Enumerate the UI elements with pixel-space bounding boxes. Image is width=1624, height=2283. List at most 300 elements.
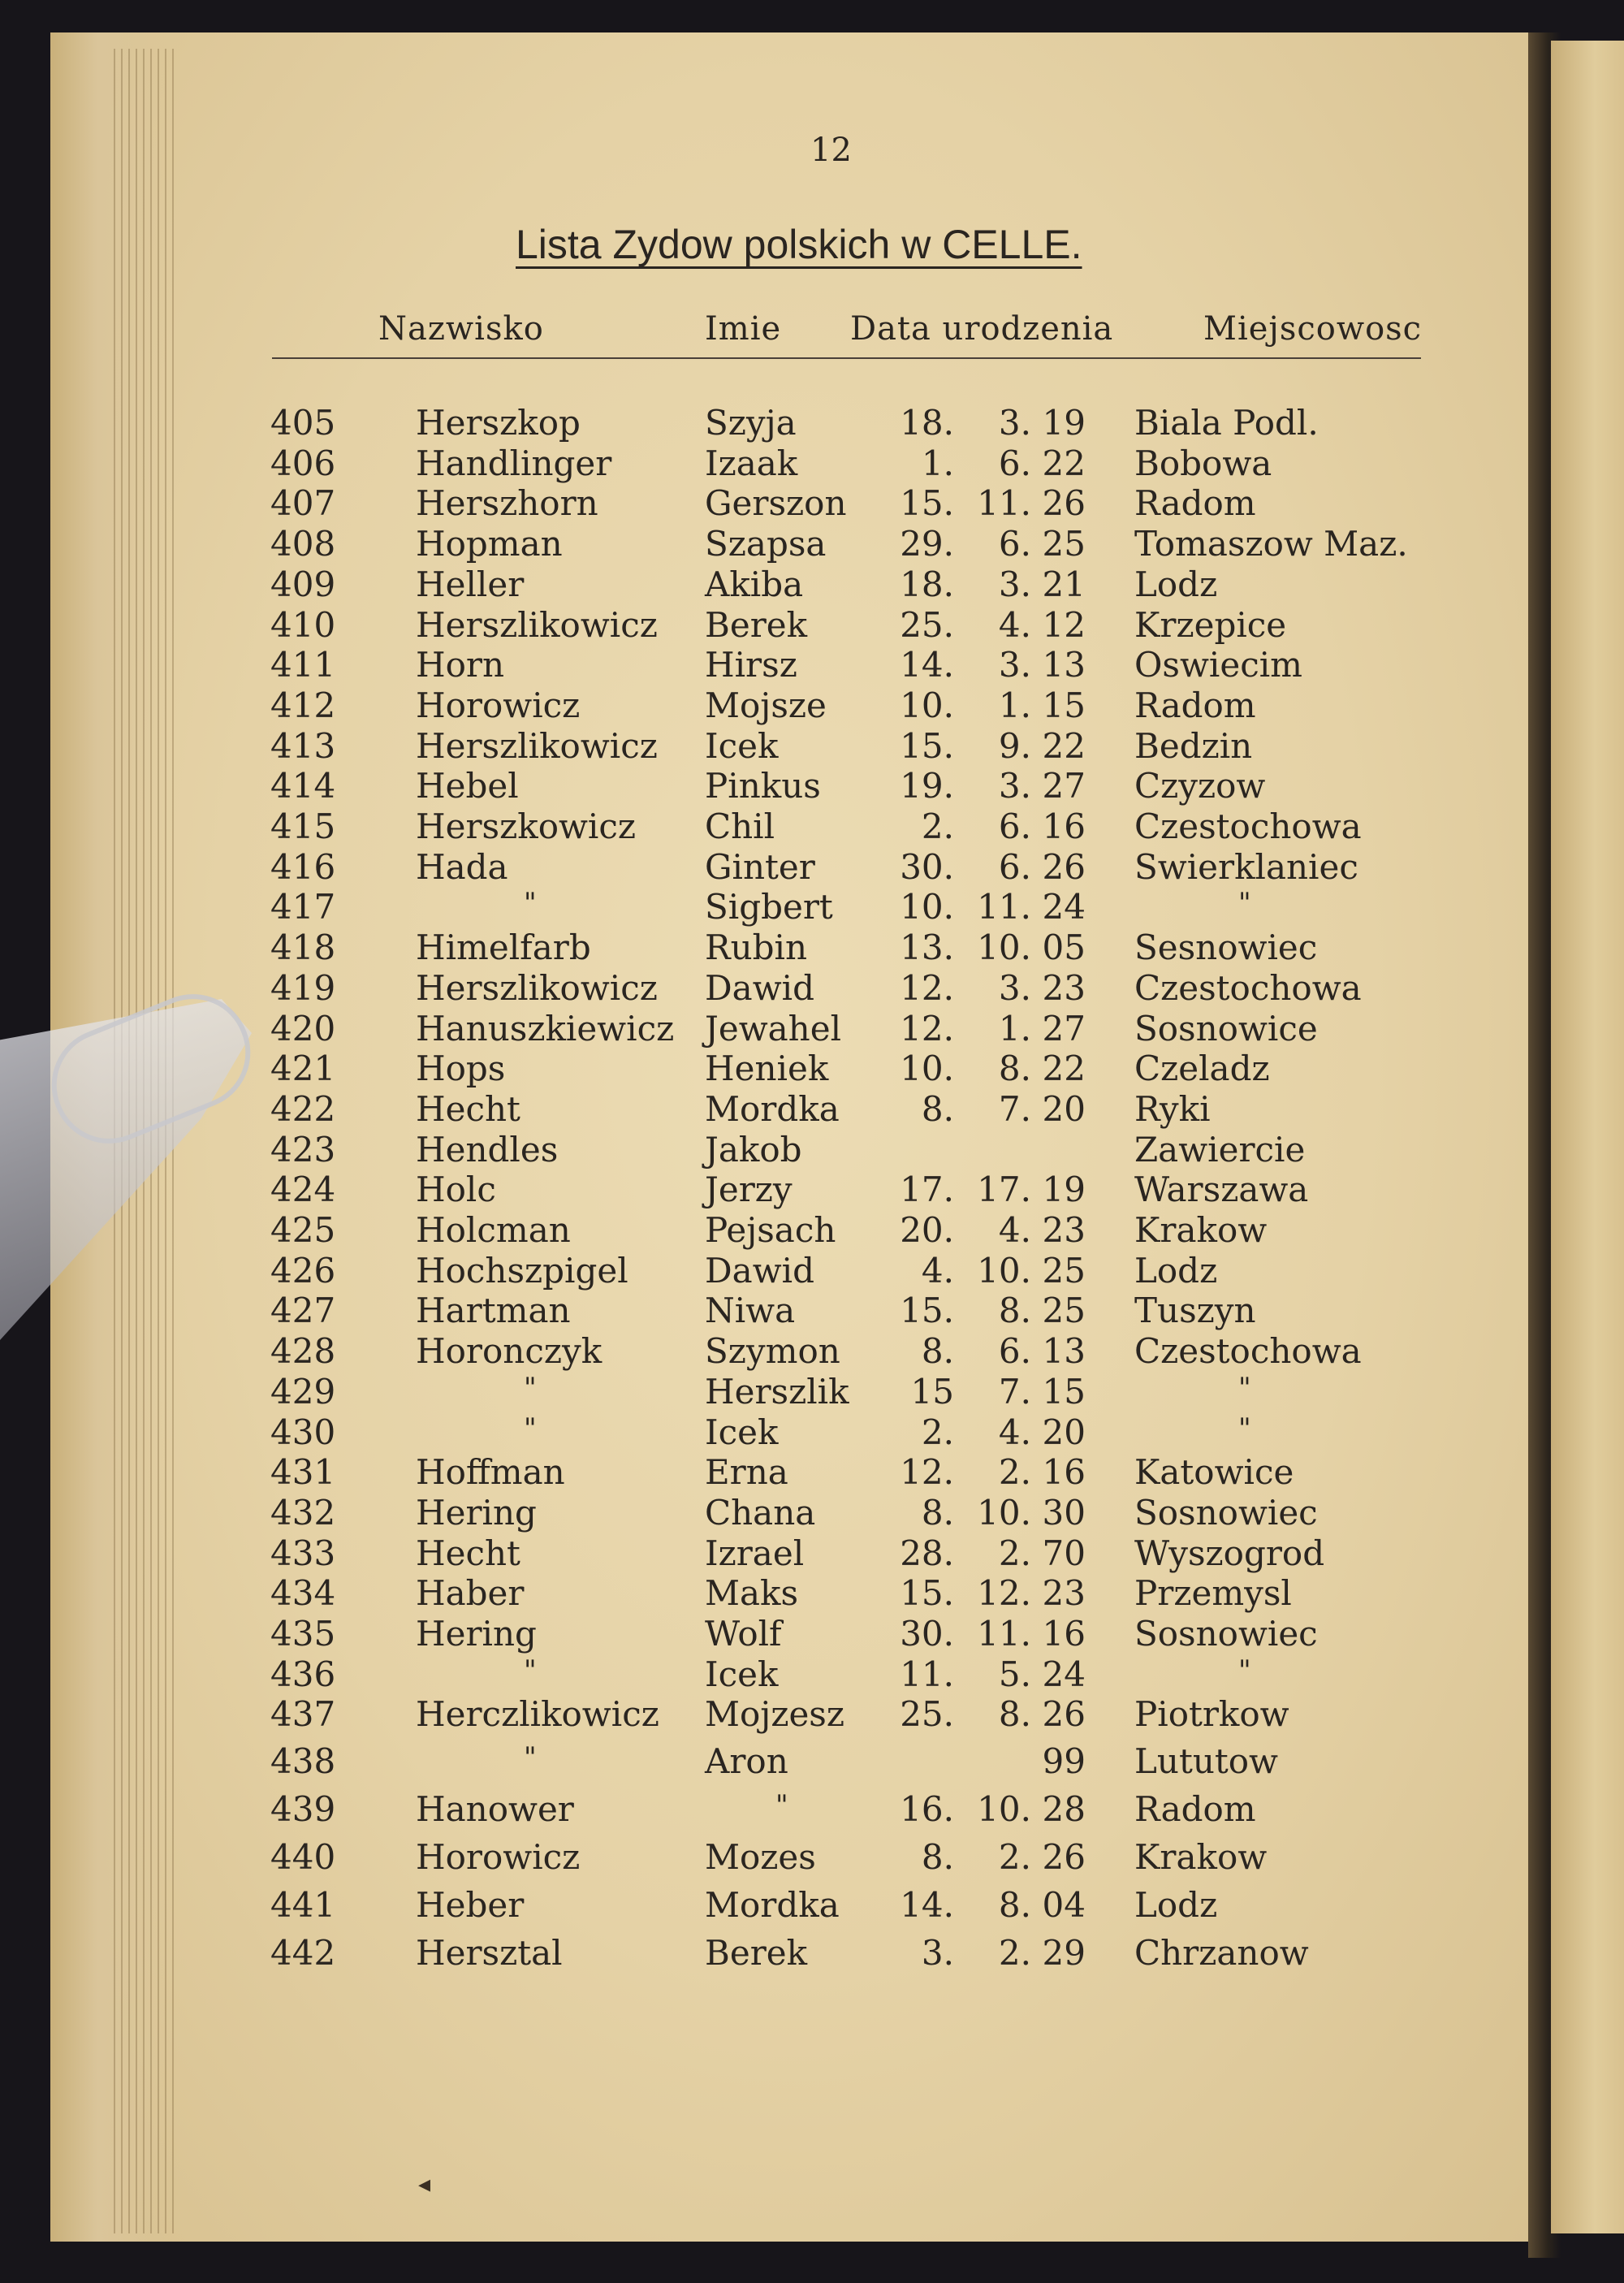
row-number: 442: [270, 1933, 336, 1974]
birth-year-cell: 16: [1042, 1614, 1086, 1654]
first-name-cell: Mordka: [705, 1885, 840, 1926]
surname-cell: Hops: [416, 1049, 506, 1089]
birth-year-cell: 70: [1042, 1533, 1086, 1573]
surname-cell: Heller: [416, 564, 525, 604]
table-row: [0, 1789, 1462, 1830]
birth-day-cell: 15.: [900, 483, 954, 524]
place-cell: Sosnowice: [1134, 1008, 1318, 1049]
birth-month-cell: 2.: [998, 1452, 1031, 1493]
birth-month-cell: 4.: [998, 1412, 1031, 1452]
table-row: [0, 1573, 1462, 1614]
surname-cell: Hanuszkiewicz: [416, 1008, 675, 1049]
first-name-cell: ": [775, 1789, 788, 1823]
first-name-cell: Gerszon: [705, 483, 847, 524]
surname-cell: Hecht: [416, 1088, 520, 1129]
surname-cell: Hochszpigel: [416, 1250, 628, 1291]
table-row: [0, 846, 1462, 887]
place-cell: Warszawa: [1134, 1170, 1309, 1210]
table-row: [0, 403, 1462, 443]
birth-year-cell: 25: [1042, 1250, 1086, 1291]
surname-cell: Herszkowicz: [416, 806, 637, 846]
birth-day-cell: 15.: [900, 1573, 954, 1614]
first-name-cell: Dawid: [705, 967, 814, 1008]
birth-year-cell: 23: [1042, 1210, 1086, 1250]
birth-month-cell: 3.: [998, 967, 1031, 1008]
birth-month-cell: 6.: [998, 806, 1031, 846]
birth-month-cell: 7.: [998, 1371, 1031, 1412]
birth-month-cell: 8.: [998, 1291, 1031, 1331]
birth-month-cell: 6.: [998, 524, 1031, 564]
row-number: 437: [270, 1694, 336, 1735]
place-cell: Bobowa: [1134, 443, 1272, 483]
surname-cell: Hering: [416, 1492, 537, 1533]
place-cell: ": [1238, 1654, 1251, 1687]
birth-year-cell: 24: [1042, 887, 1086, 927]
row-number: 414: [270, 766, 336, 806]
birth-day-cell: 14.: [900, 1885, 954, 1926]
birth-day-cell: 16.: [900, 1789, 954, 1830]
first-name-cell: Mojzesz: [705, 1694, 844, 1735]
birth-month-cell: 7.: [998, 1088, 1031, 1129]
birth-day-cell: 12.: [900, 1452, 954, 1493]
birth-month-cell: 3.: [998, 645, 1031, 685]
birth-month-cell: 3.: [998, 403, 1031, 443]
row-number: 426: [270, 1250, 336, 1291]
row-number: 413: [270, 725, 336, 766]
header-first-name: Imie: [705, 310, 782, 348]
row-number: 430: [270, 1412, 336, 1452]
facing-page-edge: [1551, 41, 1624, 2233]
first-name-cell: Jerzy: [705, 1170, 793, 1210]
first-name-cell: Erna: [705, 1452, 788, 1493]
header-surname: Nazwisko: [378, 310, 544, 348]
surname-cell: Hebel: [416, 766, 519, 806]
first-name-cell: Szapsa: [705, 524, 827, 564]
birth-month-cell: 4.: [998, 604, 1031, 645]
surname-cell: Holcman: [416, 1210, 571, 1250]
birth-year-cell: 25: [1042, 524, 1086, 564]
birth-month-cell: 6.: [998, 443, 1031, 483]
row-number: 423: [270, 1129, 336, 1170]
birth-day-cell: 8.: [921, 1331, 954, 1372]
first-name-cell: Chana: [705, 1492, 816, 1533]
place-cell: Tuszyn: [1134, 1291, 1256, 1331]
row-number: 424: [270, 1170, 336, 1210]
header-place: Miejscowosc: [1203, 310, 1423, 348]
birth-day-cell: 13.: [900, 927, 954, 968]
table-row: [0, 685, 1462, 723]
row-number: 419: [270, 967, 336, 1008]
birth-day-cell: 2.: [921, 1412, 954, 1452]
birth-month-cell: 8.: [998, 1049, 1031, 1089]
birth-month-cell: 11.: [977, 483, 1031, 524]
birth-day-cell: 10.: [900, 887, 954, 927]
birth-day-cell: 19.: [900, 766, 954, 806]
table-row: [0, 443, 1462, 481]
row-number: 416: [270, 846, 336, 887]
surname-cell: Horn: [416, 645, 505, 685]
table-row: [0, 1452, 1462, 1493]
birth-month-cell: 6.: [998, 1331, 1031, 1372]
place-cell: Oswiecim: [1134, 645, 1303, 685]
birth-day-cell: 12.: [900, 1008, 954, 1049]
table-row: [0, 806, 1462, 844]
first-name-cell: Berek: [705, 1933, 808, 1974]
birth-day-cell: 17.: [900, 1170, 954, 1210]
table-row: [0, 1492, 1462, 1533]
table-row: [0, 1694, 1462, 1735]
place-cell: Czeladz: [1134, 1049, 1270, 1089]
first-name-cell: Pinkus: [705, 766, 821, 806]
birth-year-cell: 23: [1042, 1573, 1086, 1614]
table-row: [0, 1331, 1462, 1372]
table-row: [0, 524, 1462, 564]
table-row: [0, 887, 1462, 927]
first-name-cell: Niwa: [705, 1291, 796, 1331]
place-cell: Bedzin: [1134, 725, 1253, 766]
birth-day-cell: 15.: [900, 1291, 954, 1331]
birth-year-cell: 20: [1042, 1088, 1086, 1129]
place-cell: Czestochowa: [1134, 1331, 1362, 1372]
birth-day-cell: 18.: [900, 403, 954, 443]
surname-cell: Herszkop: [416, 403, 581, 443]
surname-cell: Horowicz: [416, 685, 581, 725]
birth-year-cell: 99: [1042, 1741, 1086, 1782]
surname-cell: ": [524, 1412, 537, 1445]
place-cell: Krakow: [1134, 1210, 1268, 1250]
birth-day-cell: 12.: [900, 967, 954, 1008]
first-name-cell: Berek: [705, 604, 808, 645]
table-row: [0, 1654, 1462, 1692]
first-name-cell: Icek: [705, 1654, 779, 1694]
surname-cell: ": [524, 887, 537, 920]
place-cell: Wyszogrod: [1134, 1533, 1325, 1573]
place-cell: Swierklaniec: [1134, 846, 1358, 887]
birth-month-cell: 10.: [977, 927, 1031, 968]
table-row: [0, 766, 1462, 806]
table-row: [0, 1210, 1462, 1250]
row-number: 434: [270, 1573, 336, 1614]
birth-year-cell: 24: [1042, 1654, 1086, 1694]
birth-day-cell: 8.: [921, 1837, 954, 1878]
birth-month-cell: 8.: [998, 1885, 1031, 1926]
birth-year-cell: 30: [1042, 1492, 1086, 1533]
place-cell: Przemysl: [1134, 1573, 1292, 1614]
row-number: 409: [270, 564, 336, 604]
table-row: [0, 564, 1462, 602]
birth-day-cell: 15: [910, 1371, 954, 1412]
birth-year-cell: 26: [1042, 483, 1086, 524]
row-number: 425: [270, 1210, 336, 1250]
surname-cell: Herszhorn: [416, 483, 598, 524]
table-row: [0, 1885, 1462, 1926]
birth-year-cell: 23: [1042, 967, 1086, 1008]
surname-cell: Handlinger: [416, 443, 612, 483]
birth-month-cell: 10.: [977, 1789, 1031, 1830]
place-cell: Biala Podl.: [1134, 403, 1319, 443]
place-cell: ": [1238, 1371, 1251, 1404]
first-name-cell: Izaak: [705, 443, 798, 483]
row-number: 411: [270, 645, 336, 685]
table-row: [0, 1741, 1462, 1782]
table-row: [0, 1129, 1462, 1170]
birth-year-cell: 27: [1042, 766, 1086, 806]
birth-year-cell: 21: [1042, 564, 1086, 604]
birth-day-cell: 1.: [921, 443, 954, 483]
place-cell: Sosnowiec: [1134, 1614, 1318, 1654]
surname-cell: Horowicz: [416, 1837, 581, 1878]
birth-month-cell: 11.: [977, 1614, 1031, 1654]
birth-day-cell: 2.: [921, 806, 954, 846]
row-number: 418: [270, 927, 336, 968]
birth-year-cell: 13: [1042, 1331, 1086, 1372]
table-row: [0, 645, 1462, 685]
birth-year-cell: 16: [1042, 806, 1086, 846]
surname-cell: ": [524, 1741, 537, 1775]
birth-day-cell: 25.: [900, 604, 954, 645]
first-name-cell: Ginter: [705, 846, 815, 887]
surname-cell: Horonczyk: [416, 1331, 603, 1372]
surname-cell: Hendles: [416, 1129, 559, 1170]
place-cell: ": [1238, 1412, 1251, 1445]
place-cell: Radom: [1134, 1789, 1256, 1830]
row-number: 420: [270, 1008, 336, 1049]
birth-year-cell: 22: [1042, 443, 1086, 483]
place-cell: Lodz: [1134, 1250, 1218, 1291]
birth-day-cell: 10.: [900, 685, 954, 725]
place-cell: Sesnowiec: [1134, 927, 1318, 968]
place-cell: Czestochowa: [1134, 967, 1362, 1008]
birth-day-cell: 3.: [921, 1933, 954, 1974]
birth-day-cell: 15.: [900, 725, 954, 766]
place-cell: Lodz: [1134, 564, 1218, 604]
birth-day-cell: 8.: [921, 1088, 954, 1129]
surname-cell: Herszlikowicz: [416, 604, 658, 645]
row-number: 428: [270, 1331, 336, 1372]
place-cell: Piotrkow: [1134, 1694, 1289, 1735]
place-cell: Ryki: [1134, 1088, 1211, 1129]
birth-year-cell: 22: [1042, 1049, 1086, 1089]
birth-month-cell: 2.: [998, 1837, 1031, 1878]
birth-day-cell: 25.: [900, 1694, 954, 1735]
birth-month-cell: 12.: [977, 1573, 1031, 1614]
first-name-cell: Mojsze: [705, 685, 827, 725]
table-row: [0, 604, 1462, 645]
row-number: 435: [270, 1614, 336, 1654]
first-name-cell: Akiba: [705, 564, 804, 604]
row-number: 407: [270, 483, 336, 524]
row-number: 441: [270, 1885, 336, 1926]
birth-month-cell: 5.: [998, 1654, 1031, 1694]
first-name-cell: Dawid: [705, 1250, 814, 1291]
surname-cell: Hecht: [416, 1533, 520, 1573]
surname-cell: ": [524, 1654, 537, 1687]
birth-month-cell: 3.: [998, 766, 1031, 806]
place-cell: Radom: [1134, 483, 1256, 524]
row-number: 417: [270, 887, 336, 927]
surname-cell: Holc: [416, 1170, 496, 1210]
row-number: 412: [270, 685, 336, 725]
first-name-cell: Icek: [705, 1412, 779, 1452]
birth-year-cell: 19: [1042, 1170, 1086, 1210]
first-name-cell: Szymon: [705, 1331, 840, 1372]
table-row: [0, 1170, 1462, 1210]
birth-day-cell: 18.: [900, 564, 954, 604]
birth-year-cell: 19: [1042, 403, 1086, 443]
table-row: [0, 1933, 1462, 1974]
table-row: [0, 927, 1462, 968]
birth-month-cell: 8.: [998, 1694, 1031, 1735]
birth-day-cell: 28.: [900, 1533, 954, 1573]
footer-mark: ◂: [418, 2170, 431, 2199]
table-row: [0, 725, 1462, 766]
place-cell: Czyzow: [1134, 766, 1266, 806]
birth-day-cell: 8.: [921, 1492, 954, 1533]
birth-year-cell: 28: [1042, 1789, 1086, 1830]
birth-month-cell: 2.: [998, 1533, 1031, 1573]
place-cell: Czestochowa: [1134, 806, 1362, 846]
birth-month-cell: 11.: [977, 887, 1031, 927]
birth-year-cell: 26: [1042, 846, 1086, 887]
birth-year-cell: 26: [1042, 1694, 1086, 1735]
place-cell: Krzepice: [1134, 604, 1287, 645]
place-cell: Lodz: [1134, 1885, 1218, 1926]
row-number: 433: [270, 1533, 336, 1573]
birth-day-cell: 10.: [900, 1049, 954, 1089]
row-number: 436: [270, 1654, 336, 1694]
first-name-cell: Maks: [705, 1573, 799, 1614]
birth-year-cell: 12: [1042, 604, 1086, 645]
place-cell: Tomaszow Maz.: [1134, 524, 1408, 564]
first-name-cell: Chil: [705, 806, 775, 846]
birth-month-cell: 2.: [998, 1933, 1031, 1974]
first-name-cell: Izrael: [705, 1533, 805, 1573]
surname-cell: Hersztal: [416, 1933, 563, 1974]
birth-month-cell: 6.: [998, 846, 1031, 887]
birth-year-cell: 27: [1042, 1008, 1086, 1049]
row-number: 406: [270, 443, 336, 483]
birth-day-cell: 4.: [921, 1250, 954, 1291]
place-cell: Radom: [1134, 685, 1256, 725]
surname-cell: Hopman: [416, 524, 563, 564]
birth-year-cell: 13: [1042, 645, 1086, 685]
surname-cell: Heber: [416, 1885, 525, 1926]
surname-cell: Herszlikowicz: [416, 967, 658, 1008]
table-row: [0, 1412, 1462, 1450]
row-number: 429: [270, 1371, 336, 1412]
birth-year-cell: 16: [1042, 1452, 1086, 1493]
row-number: 432: [270, 1492, 336, 1533]
row-number: 438: [270, 1741, 336, 1782]
row-number: 410: [270, 604, 336, 645]
place-cell: Krakow: [1134, 1837, 1268, 1878]
birth-day-cell: 14.: [900, 645, 954, 685]
surname-cell: Haber: [416, 1573, 525, 1614]
first-name-cell: Wolf: [705, 1614, 782, 1654]
birth-year-cell: 22: [1042, 725, 1086, 766]
table-row: [0, 1291, 1462, 1331]
birth-day-cell: 29.: [900, 524, 954, 564]
list-title: Lista Zydow polskich w CELLE.: [516, 222, 1082, 267]
table-row: [0, 1837, 1462, 1878]
row-number: 415: [270, 806, 336, 846]
surname-cell: Herszlikowicz: [416, 725, 658, 766]
surname-cell: Hering: [416, 1614, 537, 1654]
table-row: [0, 1614, 1462, 1654]
birth-day-cell: 30.: [900, 846, 954, 887]
first-name-cell: Mozes: [705, 1837, 816, 1878]
birth-day-cell: 11.: [900, 1654, 954, 1694]
birth-month-cell: 1.: [998, 685, 1031, 725]
first-name-cell: Szyja: [705, 403, 797, 443]
birth-year-cell: 26: [1042, 1837, 1086, 1878]
surname-cell: Hanower: [416, 1789, 574, 1830]
first-name-cell: Rubin: [705, 927, 808, 968]
birth-day-cell: 30.: [900, 1614, 954, 1654]
row-number: 427: [270, 1291, 336, 1331]
page-number: 12: [810, 132, 852, 169]
row-number: 408: [270, 524, 336, 564]
row-number: 431: [270, 1452, 336, 1493]
header-rule: [272, 357, 1421, 359]
table-row: [0, 1250, 1462, 1291]
first-name-cell: Heniek: [705, 1049, 829, 1089]
row-number: 439: [270, 1789, 336, 1830]
row-number: 440: [270, 1837, 336, 1878]
row-number: 422: [270, 1088, 336, 1129]
birth-month-cell: 3.: [998, 564, 1031, 604]
first-name-cell: Jewahel: [705, 1008, 842, 1049]
birth-year-cell: 20: [1042, 1412, 1086, 1452]
header-birth-date: Data urodzenia: [850, 310, 1114, 348]
birth-month-cell: 9.: [998, 725, 1031, 766]
place-cell: Sosnowiec: [1134, 1492, 1318, 1533]
birth-year-cell: 25: [1042, 1291, 1086, 1331]
place-cell: Katowice: [1134, 1452, 1294, 1493]
surname-cell: Hoffman: [416, 1452, 565, 1493]
first-name-cell: Aron: [705, 1741, 788, 1782]
surname-cell: Hartman: [416, 1291, 571, 1331]
birth-month-cell: 10.: [977, 1492, 1031, 1533]
place-cell: Zawiercie: [1134, 1129, 1306, 1170]
table-row: [0, 1533, 1462, 1571]
surname-cell: Himelfarb: [416, 927, 591, 968]
surname-cell: Hada: [416, 846, 508, 887]
first-name-cell: Herszlik: [705, 1371, 849, 1412]
birth-month-cell: 1.: [998, 1008, 1031, 1049]
birth-year-cell: 05: [1042, 927, 1086, 968]
birth-year-cell: 29: [1042, 1933, 1086, 1974]
place-cell: Lututow: [1134, 1741, 1278, 1782]
birth-year-cell: 15: [1042, 1371, 1086, 1412]
birth-year-cell: 04: [1042, 1885, 1086, 1926]
birth-year-cell: 15: [1042, 685, 1086, 725]
birth-month-cell: 10.: [977, 1250, 1031, 1291]
table-row: [0, 1371, 1462, 1412]
row-number: 421: [270, 1049, 336, 1089]
first-name-cell: Sigbert: [705, 887, 833, 927]
first-name-cell: Jakob: [705, 1129, 802, 1170]
row-number: 405: [270, 403, 336, 443]
place-cell: ": [1238, 887, 1251, 920]
birth-month-cell: 4.: [998, 1210, 1031, 1250]
first-name-cell: Pejsach: [705, 1210, 836, 1250]
first-name-cell: Mordka: [705, 1088, 840, 1129]
place-cell: Chrzanow: [1134, 1933, 1309, 1974]
birth-month-cell: 17.: [977, 1170, 1031, 1210]
birth-day-cell: 20.: [900, 1210, 954, 1250]
table-row: [0, 483, 1462, 524]
